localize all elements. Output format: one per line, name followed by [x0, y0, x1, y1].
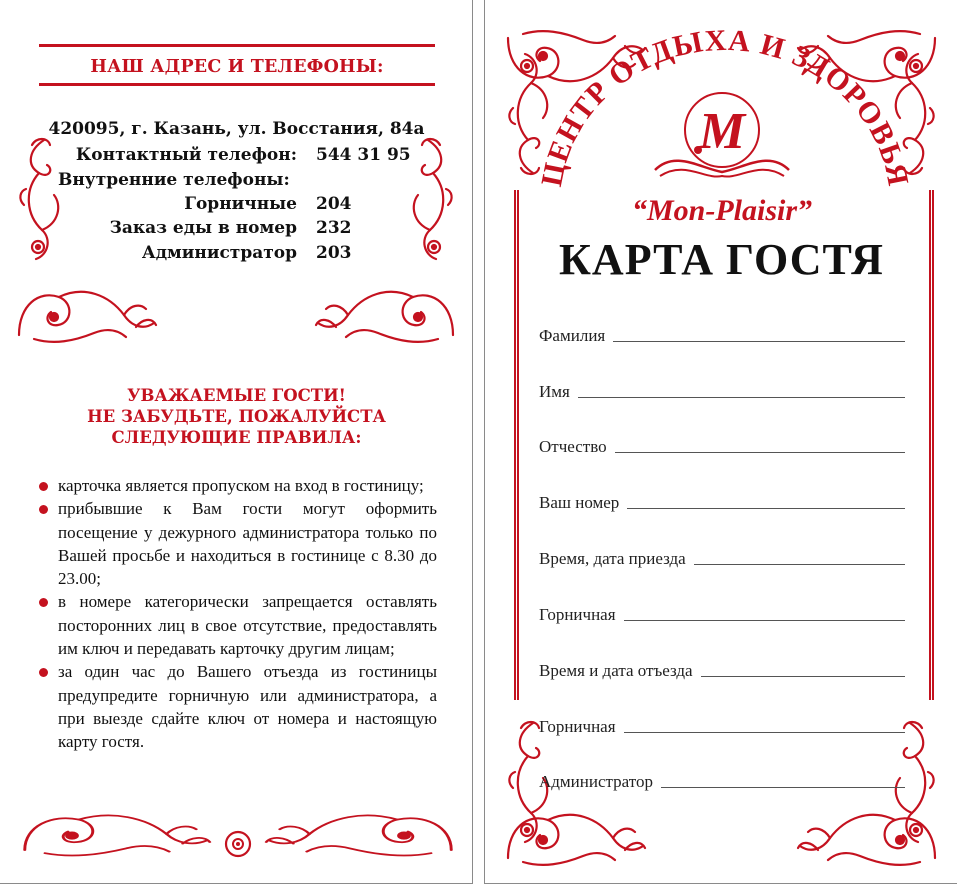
- arc-title: [485, 0, 957, 230]
- contact-label: Горничные: [184, 194, 297, 214]
- rule-text: карточка является пропуском на вход в гостиницу;: [58, 476, 424, 495]
- contact-value: 232: [316, 218, 352, 238]
- field-label: Администратор: [539, 772, 653, 791]
- floral-corner-bottom-right-icon: [790, 718, 940, 868]
- field-input-line[interactable]: [624, 619, 905, 621]
- divider-top: [39, 44, 435, 47]
- address-heading: НАШ АДРЕС И ТЕЛЕФОНЫ:: [90, 57, 384, 77]
- field-input-line[interactable]: [613, 340, 905, 342]
- field-input-line[interactable]: [694, 563, 905, 565]
- field-input-line[interactable]: [615, 451, 905, 453]
- contact-label: Администратор: [141, 243, 297, 263]
- field-departure[interactable]: [539, 657, 905, 681]
- contact-value: 204: [316, 194, 352, 214]
- field-maid-arrival[interactable]: [539, 601, 905, 625]
- rules-heading: [0, 385, 473, 448]
- field-first-name[interactable]: [539, 378, 905, 402]
- field-label: Горничная: [539, 717, 616, 736]
- field-administrator[interactable]: [539, 768, 905, 792]
- card-title: КАРТА ГОСТЯ: [559, 235, 884, 284]
- rule-item: [37, 474, 437, 497]
- rule-item: [37, 660, 437, 753]
- contact-label: Контактный телефон:: [75, 145, 297, 165]
- rule-text: в номере категорически запрещается оставлять посторонних лиц в свое отсутствие, предоставлять им ключ и передавать карточку другим лицам;: [58, 592, 437, 659]
- bullet-icon: [39, 482, 48, 491]
- rules-list: [37, 474, 437, 754]
- panel-rules-side: [0, 0, 473, 884]
- field-input-line[interactable]: [624, 731, 905, 733]
- field-label: Ваш номер: [539, 493, 620, 512]
- arc-title-text: ЦЕНТР ОТДЫХА И ЗДОРОВЬЯ: [535, 23, 915, 190]
- rules-heading-line: УВАЖАЕМЫЕ ГОСТИ!: [127, 386, 346, 405]
- rule-text: за один час до Вашего отъезда из гостиницы предупредите горничную или администратора, а при выезде сдайте ключ от номера и настоящую карту гостя.: [58, 662, 437, 752]
- logo-monogram-icon: [655, 93, 789, 177]
- field-input-line[interactable]: [661, 786, 905, 788]
- field-label: Фамилия: [539, 326, 606, 345]
- rule-item: [37, 497, 437, 590]
- field-maid-departure[interactable]: [539, 713, 905, 737]
- field-room-number[interactable]: [539, 489, 905, 513]
- field-label: Время и дата отъезда: [539, 661, 693, 680]
- contact-label: Заказ еды в номер: [109, 218, 297, 238]
- contact-value: 203: [316, 243, 352, 263]
- field-input-line[interactable]: [578, 396, 905, 398]
- floral-corner-left-icon: [14, 135, 204, 345]
- field-input-line[interactable]: [627, 507, 905, 509]
- field-label: Отчество: [539, 437, 607, 456]
- bullet-icon: [39, 598, 48, 607]
- floral-corner-bottom-left-icon: [503, 718, 653, 868]
- rule-text: прибывшие к Вам гости могут оформить посещение у дежурного администратора только по Вашей просьбе и находиться в гостинице с 8.30 до 23.00;: [58, 499, 437, 589]
- floral-footer-icon: [18, 812, 458, 872]
- field-input-line[interactable]: [701, 675, 905, 677]
- rules-heading-line: НЕ ЗАБУДЬТЕ, ПОЖАЛУЙСТА: [87, 407, 386, 426]
- rule-item: [37, 590, 437, 660]
- contact-value: 544 31 95: [316, 145, 411, 165]
- contact-label: Внутренние телефоны:: [58, 170, 290, 190]
- field-label: Горничная: [539, 605, 616, 624]
- floral-corner-right-icon: [248, 135, 458, 345]
- bullet-icon: [39, 668, 48, 677]
- address-line: 420095, г. Казань, ул. Восстания, 84а: [48, 119, 425, 139]
- logo-letter: M: [698, 103, 746, 160]
- field-surname[interactable]: [539, 322, 905, 346]
- rules-heading-line: СЛЕДУЮЩИЕ ПРАВИЛА:: [111, 428, 362, 447]
- panel-guest-card: [484, 0, 957, 884]
- logo-name: “Mon-Plaisir”: [631, 194, 813, 227]
- field-label: Имя: [539, 382, 570, 401]
- field-patronymic[interactable]: [539, 433, 905, 457]
- bullet-icon: [39, 505, 48, 514]
- field-label: Время, дата приезда: [539, 549, 686, 568]
- divider-bottom: [39, 83, 435, 86]
- field-arrival[interactable]: [539, 545, 905, 569]
